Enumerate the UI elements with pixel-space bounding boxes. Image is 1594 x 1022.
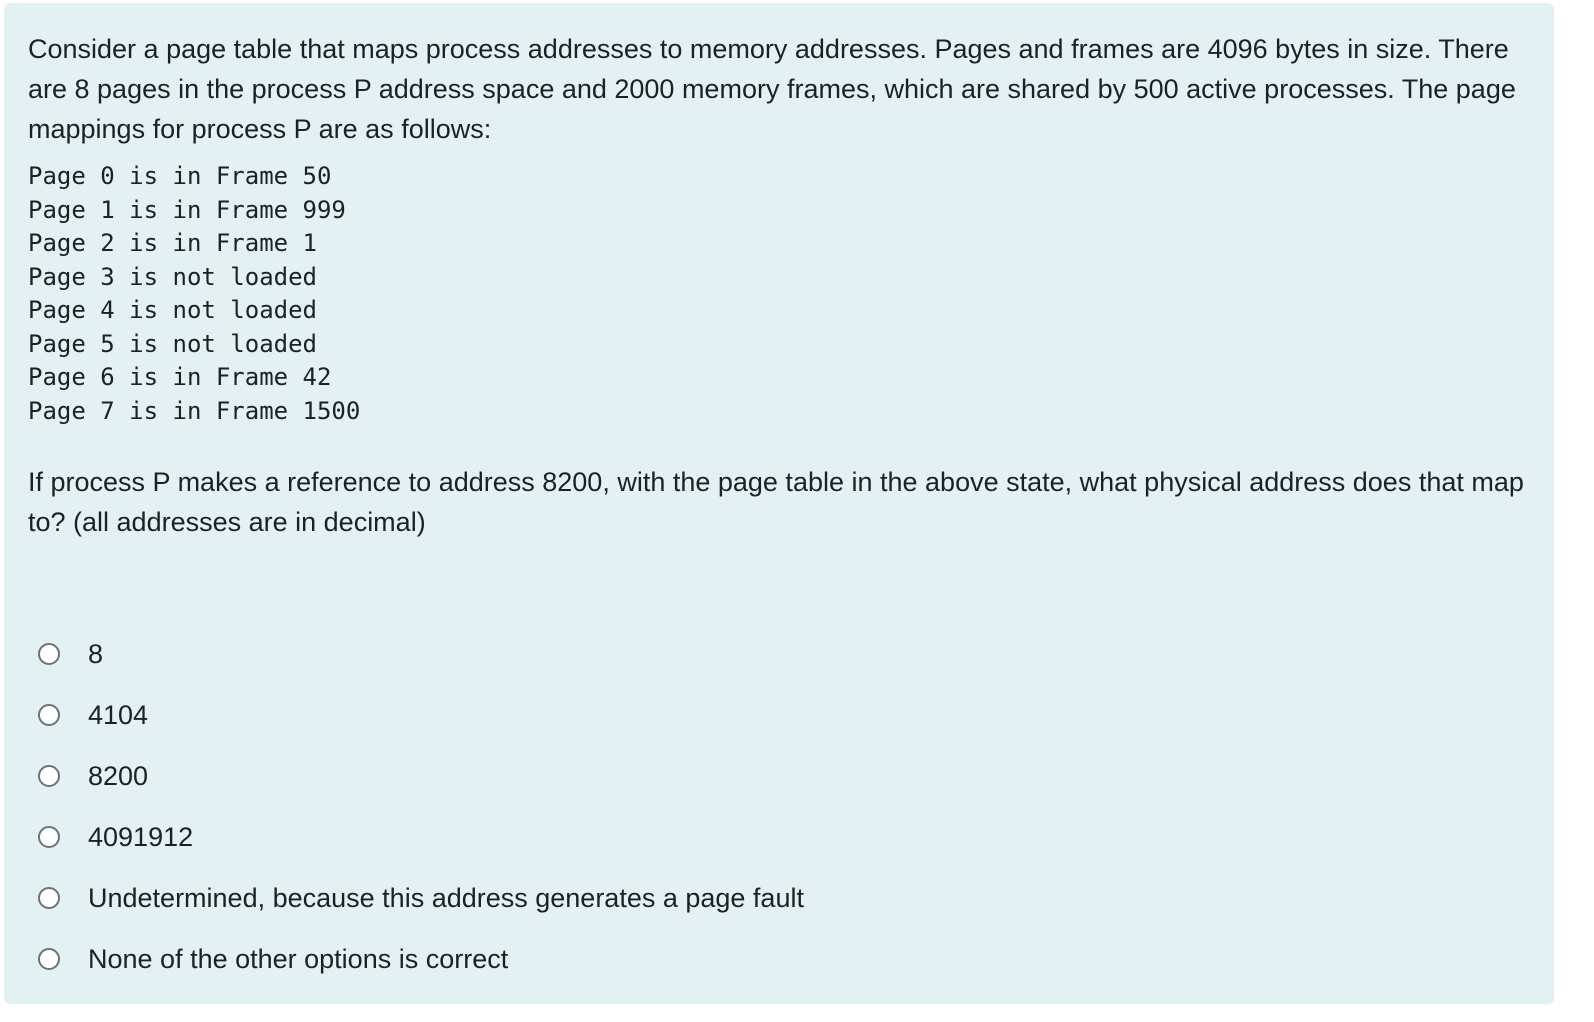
radio-button[interactable] <box>38 704 60 726</box>
answer-options <box>38 623 804 989</box>
answer-label[interactable]: 8200 <box>88 760 149 791</box>
radio-button[interactable] <box>38 643 60 665</box>
page-mapping-item: Page 0 is in Frame 50 <box>28 162 332 190</box>
answer-option-2[interactable] <box>38 684 804 745</box>
page-mapping-item: Page 3 is not loaded <box>28 262 317 291</box>
answer-option-6[interactable] <box>38 928 804 989</box>
page-mapping-item: Page 5 is not loaded <box>28 329 317 358</box>
answer-option-1[interactable] <box>38 623 804 684</box>
answer-option-5[interactable] <box>38 867 804 928</box>
answer-label[interactable]: Undetermined, because this address generates a page fault <box>88 882 804 913</box>
radio-button[interactable] <box>38 948 60 970</box>
question-intro: Consider a page table that maps process addresses to memory addresses. Pages and frames are 4096 bytes in size. There are 8 pages in the process P address space and 2000 memory frames, which are shared by 500 active processes. The page mappings for process P are as follows: <box>28 34 1516 144</box>
answer-option-3[interactable] <box>38 745 804 806</box>
answer-label[interactable]: 8 <box>88 638 104 669</box>
page-mapping-item: Page 6 is in Frame 42 <box>28 363 332 391</box>
answer-label[interactable]: None of the other options is correct <box>88 943 509 974</box>
radio-button[interactable] <box>38 826 60 848</box>
answer-option-4[interactable] <box>38 806 804 867</box>
answer-label[interactable]: 4091912 <box>88 821 194 852</box>
radio-button[interactable] <box>38 765 60 787</box>
radio-button[interactable] <box>38 887 60 909</box>
page-mapping-item: Page 1 is in Frame 999 <box>28 195 346 224</box>
answer-label[interactable]: 4104 <box>88 699 149 730</box>
page-mapping-list <box>28 160 1530 428</box>
page-mapping-item: Page 7 is in Frame 1500 <box>28 396 361 425</box>
page-mapping-item: Page 4 is not loaded <box>28 296 317 324</box>
page-mapping-item: Page 2 is in Frame 1 <box>28 229 317 257</box>
question-prompt: If process P makes a reference to address 8200, with the page table in the above state, what physical address does that map to? (all addresses are in decimal) <box>28 467 1524 537</box>
